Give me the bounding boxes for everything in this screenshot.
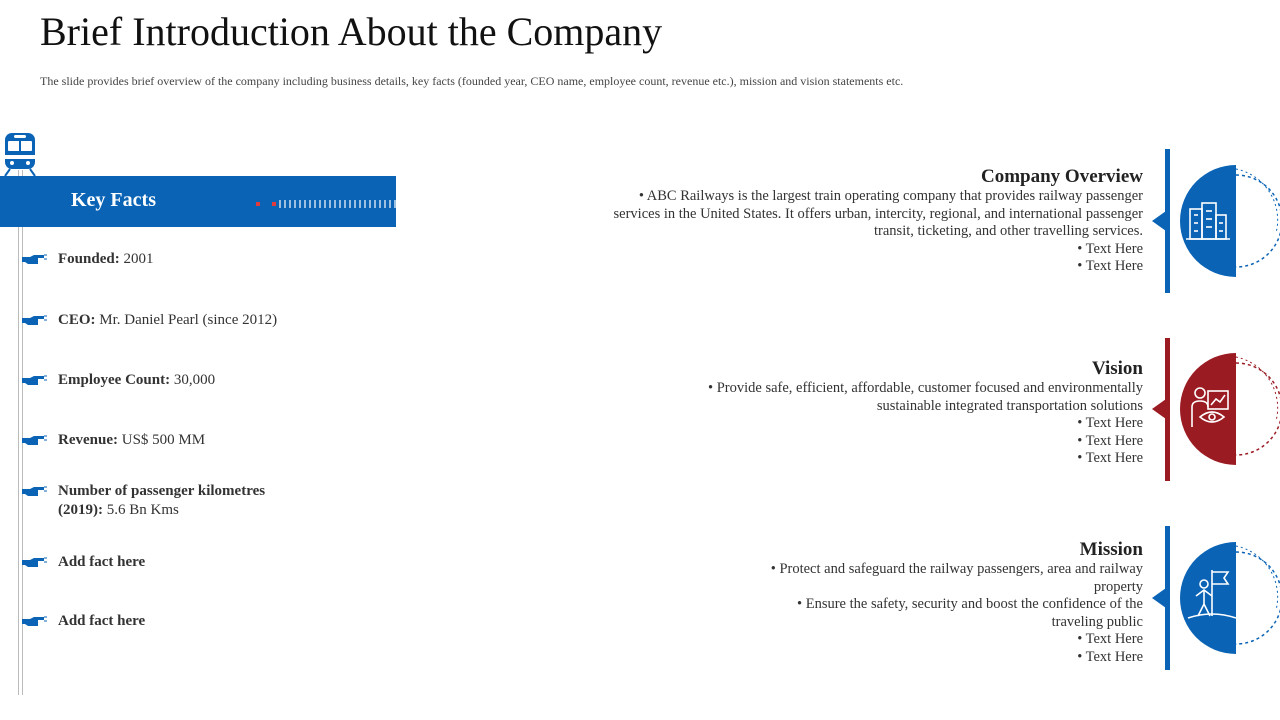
section-line: property [1093, 578, 1143, 595]
section-line: • Text Here [1077, 648, 1143, 665]
fact-label: CEO: [58, 312, 96, 328]
fact-label: Founded: [58, 251, 120, 267]
fact-label: Revenue: [58, 432, 118, 448]
page-title: Brief Introduction About the Company [40, 9, 663, 54]
key-fact-item [20, 371, 318, 390]
company-overview-section [614, 166, 1143, 276]
key-facts-title: Key Facts [71, 189, 156, 211]
section-line: services in the United States. It offers urban, intercity, regional, and international passenger [613, 205, 1143, 222]
section-line: • Protect and safeguard the railway passengers, area and railway [770, 561, 1143, 577]
pointing-hand-icon [20, 556, 48, 570]
fact-label: Add fact here [58, 613, 146, 629]
section-title: Vision [1091, 358, 1143, 379]
section-line: • Ensure the safety, security and boost the confidence of the [797, 596, 1143, 613]
section-line: • ABC Railways is the largest train operating company that provides railway passenger [638, 188, 1143, 204]
pointing-hand-icon [20, 485, 48, 499]
section-line: • Text Here [1077, 415, 1143, 432]
fact-value: 5.6 Bn Kms [103, 502, 179, 518]
fact-label: Number of passenger kilometres (2019): [58, 483, 266, 518]
page-subtitle: The slide provides brief overview of the company including business details, key facts (founded year, CEO name, employee count, revenue etc.), mission and vision statements etc. [40, 74, 904, 88]
section-line: • Text Here [1077, 631, 1143, 648]
train-icon [2, 131, 38, 177]
key-fact-item [20, 553, 318, 572]
fact-label: Employee Count: [58, 372, 171, 388]
pointing-hand-icon [20, 253, 48, 267]
fact-value: 30,000 [170, 372, 216, 388]
section-line: • Text Here [1077, 258, 1143, 275]
pointing-hand-icon [20, 314, 48, 328]
key-fact-item [20, 482, 308, 520]
pointing-hand-icon [20, 374, 48, 388]
ruler-ticks [254, 197, 396, 211]
section-line: • Text Here [1077, 432, 1143, 449]
fact-value: Mr. Daniel Pearl (since 2012) [95, 312, 278, 328]
section-title: Mission [1079, 539, 1143, 560]
section-line: transit, ticketing, and other travelling services. [874, 223, 1143, 240]
pointing-hand-icon [20, 615, 48, 629]
section-line: traveling public [1051, 613, 1143, 630]
buildings-icon [1150, 163, 1280, 279]
flag-person-icon [1150, 540, 1280, 656]
key-fact-item [20, 311, 318, 330]
section-title: Company Overview [980, 166, 1143, 187]
pointing-hand-icon [20, 434, 48, 448]
mission-section [771, 539, 1143, 667]
fact-value: 2001 [119, 251, 154, 267]
fact-value: US$ 500 MM [118, 432, 206, 448]
vision-eye-icon [1150, 351, 1280, 467]
section-line: • Text Here [1077, 240, 1143, 257]
vision-section [708, 358, 1143, 468]
section-line: • Provide safe, efficient, affordable, customer focused and environmentally [708, 380, 1143, 396]
key-fact-item [20, 612, 318, 631]
section-line: sustainable integrated transportation solutions [876, 397, 1143, 414]
key-fact-item [20, 250, 318, 269]
section-line: • Text Here [1077, 450, 1143, 467]
fact-label: Add fact here [58, 554, 146, 570]
key-fact-item [20, 431, 318, 450]
